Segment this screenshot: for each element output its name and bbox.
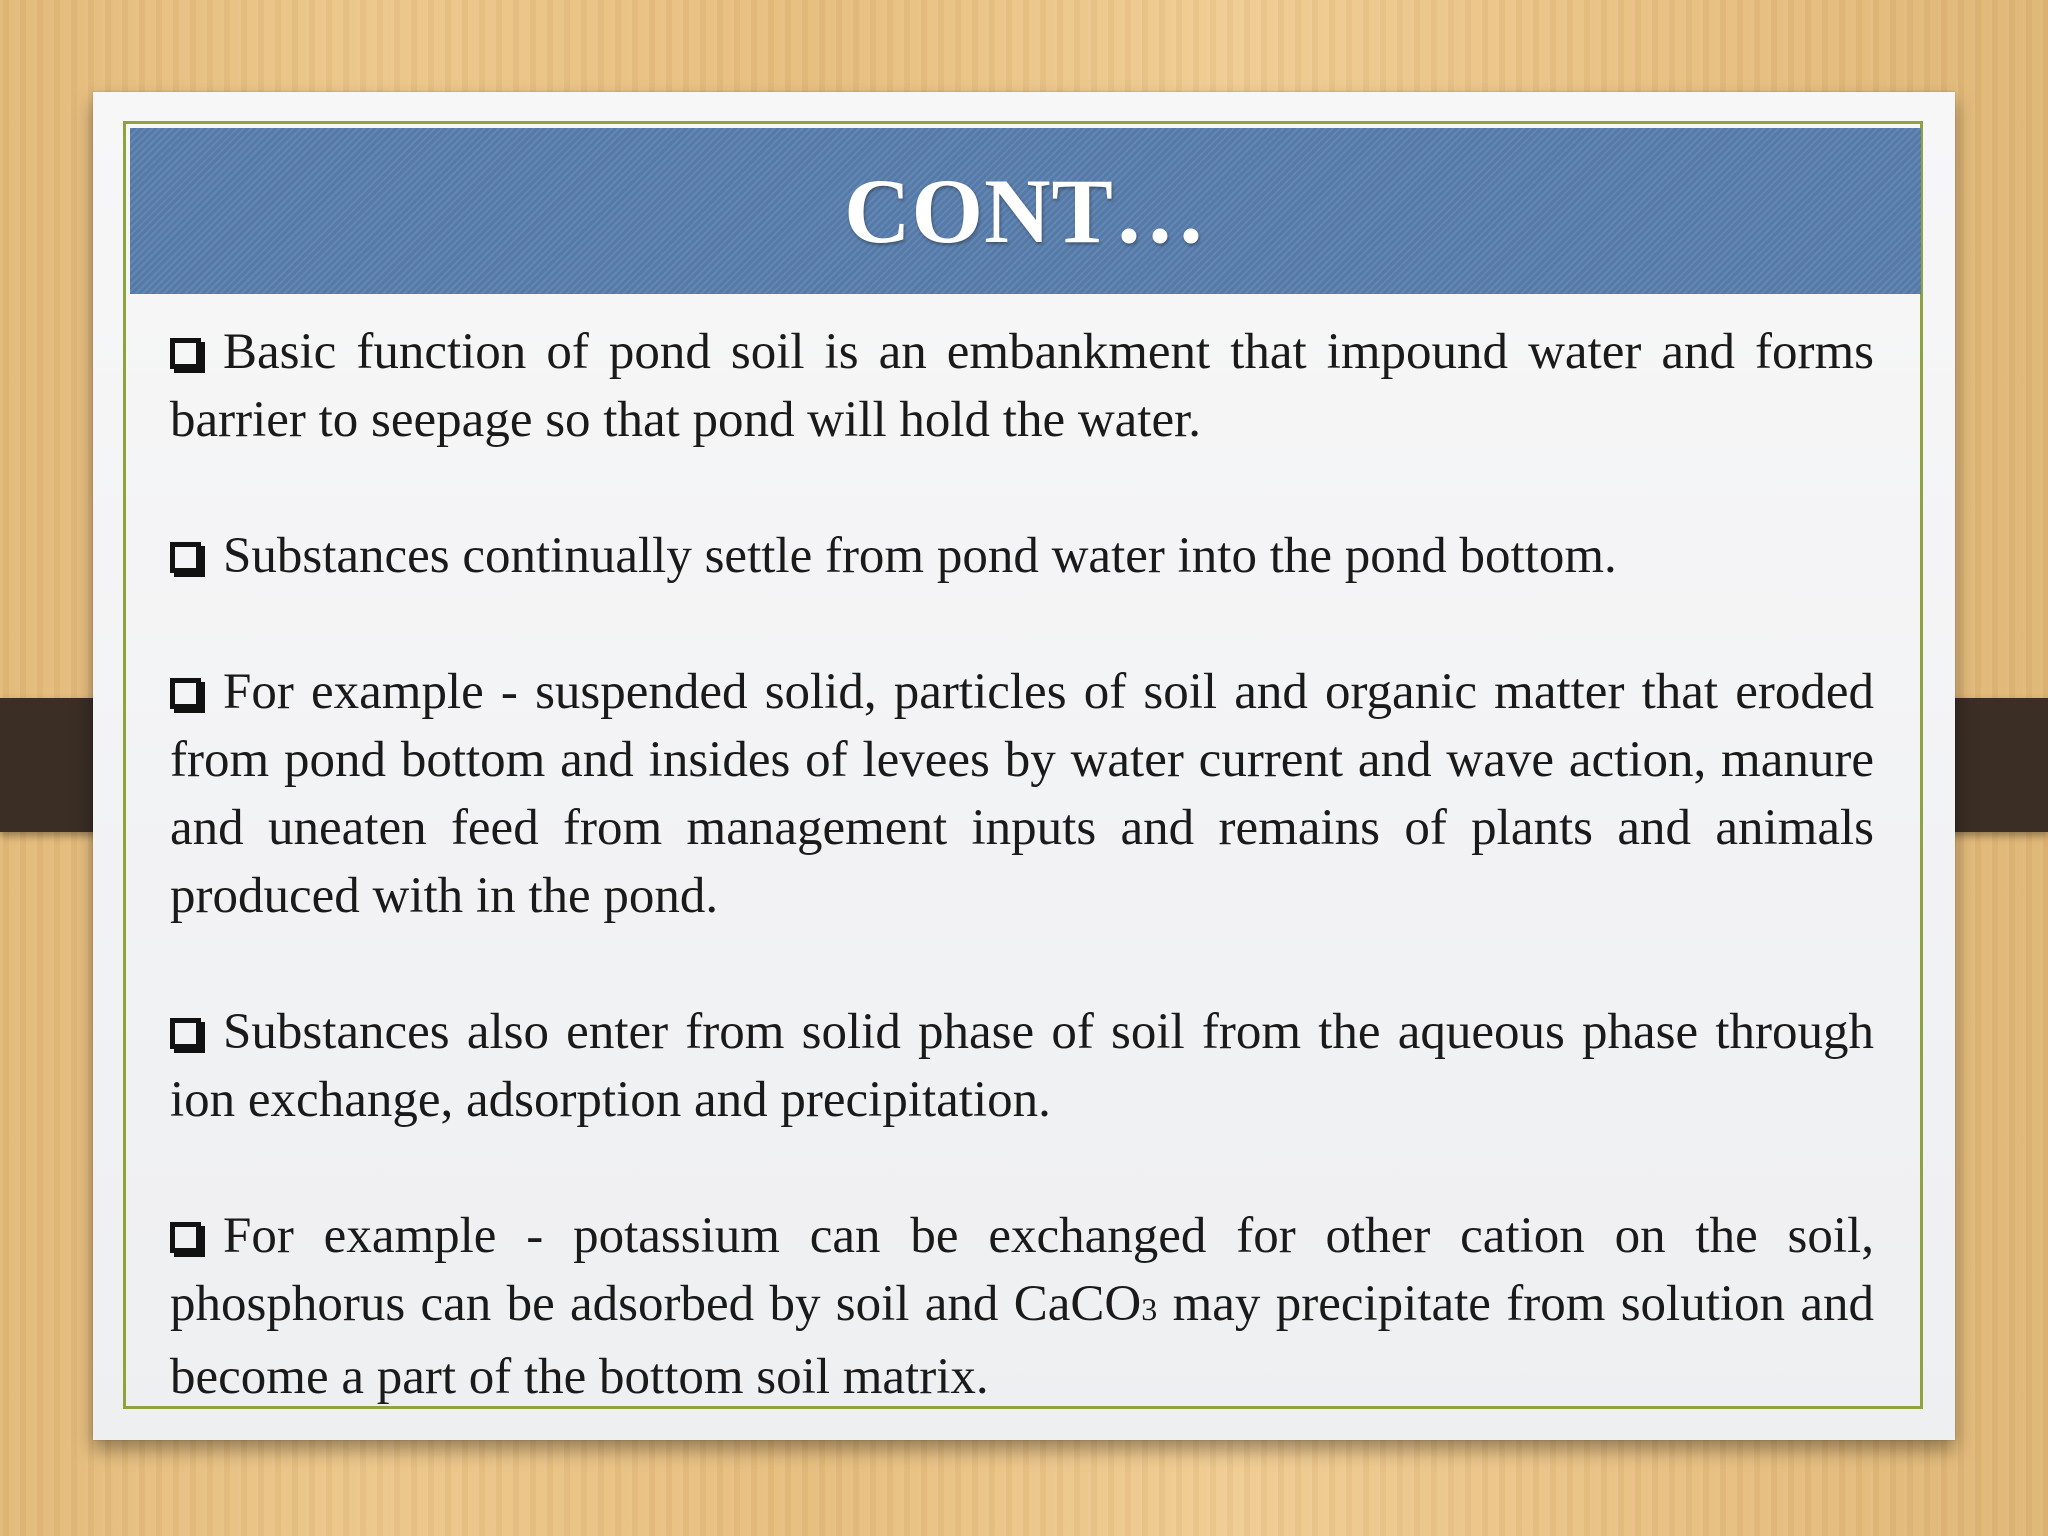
bullet-list <box>170 318 1874 1411</box>
bullet-text-after: may precipitate from solution and become a part of the bottom soil matrix. <box>170 1276 1875 1405</box>
slide-title: CONT… <box>844 160 1207 262</box>
subscript-three: 3 <box>1141 1291 1158 1327</box>
checkbox-bullet-icon <box>170 678 201 709</box>
bullet-text: Substances continually settle from pond water into the pond bottom. <box>223 528 1617 584</box>
bullet-text: For example - suspended solid, particles of soil and organic matter that eroded from pond bottom and insides of levees by water current and wave action, manure and uneaten feed from management inputs and remains of plants and animals produced with in the pond. <box>170 664 1874 924</box>
checkbox-bullet-icon <box>170 1018 201 1049</box>
bullet-text-before: For example - potassium can be exchanged for other cation on the soil, phosphorus can be adsorbed by soil and CaCO <box>170 1208 1874 1332</box>
bullet-item <box>170 318 1874 454</box>
bullet-item <box>170 1202 1874 1411</box>
bullet-item <box>170 658 1874 930</box>
checkbox-bullet-icon <box>170 542 201 573</box>
bullet-item <box>170 522 1874 590</box>
bullet-text: Substances also enter from solid phase of soil from the aqueous phase through ion exchange, adsorption and precipitation. <box>170 1004 1874 1128</box>
checkbox-bullet-icon <box>170 1222 201 1253</box>
bullet-item <box>170 998 1874 1134</box>
title-banner <box>130 128 1921 294</box>
checkbox-bullet-icon <box>170 338 201 369</box>
bullet-text: Basic function of pond soil is an embankment that impound water and forms barrier to seepage so that pond will hold the water. <box>170 324 1874 448</box>
